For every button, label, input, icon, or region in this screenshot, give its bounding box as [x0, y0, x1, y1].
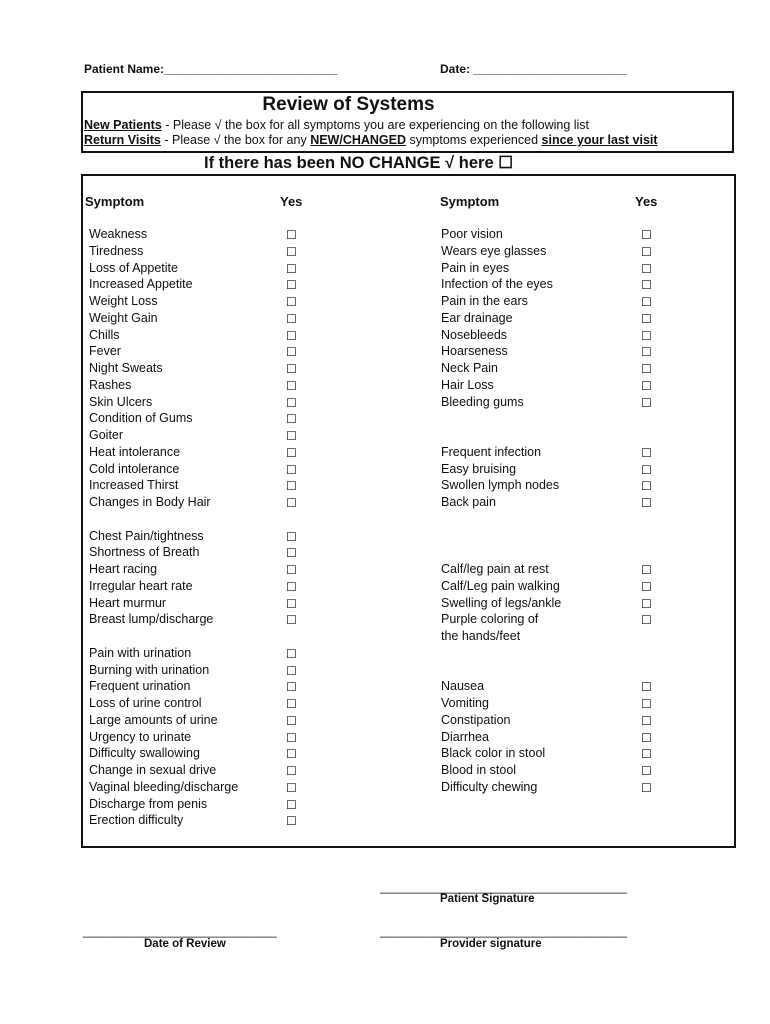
right-symptom-label: Frequent infection: [441, 444, 542, 459]
right-symptom-checkbox[interactable]: ☐: [641, 278, 652, 293]
right-symptom-label: Wears eye glasses: [441, 243, 547, 258]
left-symptom-checkbox[interactable]: ☐: [286, 546, 297, 561]
left-symptom-label: Weakness: [89, 227, 148, 241]
right-symptom-checkbox[interactable]: ☐: [641, 697, 652, 711]
date-of-review-line[interactable]: _____________________________: [83, 924, 277, 938]
left-symptom-checkbox[interactable]: ☐: [286, 814, 297, 829]
left-symptom-label: Condition of Gums: [89, 411, 193, 426]
date-of-review-label: Date of Review: [144, 938, 226, 950]
right-symptom-label: the hands/feet: [441, 629, 521, 643]
left-symptom-checkbox[interactable]: ☐: [286, 311, 297, 326]
left-symptom-checkbox[interactable]: ☐: [286, 479, 297, 494]
right-symptom-checkbox[interactable]: ☐: [641, 613, 652, 628]
left-symptom-checkbox[interactable]: ☐: [286, 244, 297, 259]
left-symptom-checkbox[interactable]: ☐: [286, 395, 297, 410]
left-symptom-label: Burning with urination: [89, 662, 210, 677]
right-symptom-label: Nosebleeds: [441, 327, 508, 342]
right-symptom-label: Calf/leg pain at rest: [441, 562, 549, 576]
right-symptom-checkbox[interactable]: ☐: [641, 747, 652, 762]
right-symptom-checkbox[interactable]: ☐: [641, 244, 652, 259]
right-symptom-checkbox[interactable]: ☐: [641, 295, 652, 309]
right-symptom-checkbox[interactable]: ☐: [641, 462, 652, 477]
left-symptom-checkbox[interactable]: ☐: [286, 697, 297, 711]
right-symptom-checkbox[interactable]: ☐: [641, 764, 652, 778]
right-symptom-checkbox[interactable]: ☐: [641, 680, 652, 695]
left-symptom-checkbox[interactable]: ☐: [286, 462, 297, 477]
right-symptom-checkbox[interactable]: ☐: [641, 730, 652, 745]
right-symptom-label: Difficulty chewing: [441, 779, 538, 794]
left-symptom-checkbox[interactable]: ☐: [286, 663, 297, 678]
right-symptom-label: Blood in stool: [441, 763, 517, 777]
right-symptom-label: Infection of the eyes: [441, 277, 553, 292]
left-symptom-label: Goiter: [89, 428, 124, 442]
left-symptom-label: Difficulty swallowing: [89, 746, 200, 761]
right-symptom-label: Hair Loss: [441, 377, 494, 392]
left-symptom-label: Heart murmur: [89, 595, 167, 610]
patient-signature-label: Patient Signature: [440, 893, 535, 905]
left-symptom-checkbox[interactable]: ☐: [286, 228, 297, 242]
left-symptom-checkbox[interactable]: ☐: [286, 378, 297, 393]
left-symptom-label: Erection difficulty: [89, 813, 184, 828]
left-symptom-checkbox[interactable]: ☐: [286, 613, 297, 628]
right-symptom-label: Vomiting: [441, 696, 489, 710]
left-symptom-label: Heat intolerance: [89, 444, 181, 459]
return-visits-text-a: - Please √ the box for any: [160, 133, 311, 147]
left-symptom-label: Weight Gain: [89, 310, 158, 325]
left-symptom-label: Heart racing: [89, 562, 158, 576]
left-symptom-label: Vaginal bleeding/discharge: [89, 779, 239, 794]
right-symptom-label: Swelling of legs/ankle: [441, 595, 562, 610]
right-symptom-label: Diarrhea: [441, 729, 489, 744]
left-symptom-label: Rashes: [89, 377, 132, 392]
patient-name-field[interactable]: Patient Name:__________________________: [84, 62, 338, 76]
return-visits-text-b: symptoms experienced: [406, 133, 542, 147]
left-symptom-label: Pain with urination: [89, 645, 192, 660]
left-symptom-checkbox[interactable]: ☐: [286, 362, 297, 376]
left-symptom-checkbox[interactable]: ☐: [286, 579, 297, 594]
left-symptom-checkbox[interactable]: ☐: [286, 680, 297, 695]
right-symptom-label: Pain in eyes: [441, 260, 510, 275]
left-symptom-checkbox[interactable]: ☐: [286, 529, 297, 544]
left-symptom-label: Change in sexual drive: [89, 763, 217, 777]
left-symptom-checkbox[interactable]: ☐: [286, 345, 297, 360]
patient-signature-line[interactable]: _____________________________________: [380, 880, 627, 894]
right-symptom-label: Constipation: [441, 712, 511, 727]
left-symptom-checkbox[interactable]: ☐: [286, 278, 297, 293]
left-symptom-label: Skin Ulcers: [89, 394, 153, 409]
left-symptom-label: Night Sweats: [89, 361, 163, 375]
right-symptom-label: Ear drainage: [441, 310, 513, 325]
new-patients-instruction: [84, 118, 589, 132]
right-symptom-label: Bleeding gums: [441, 394, 524, 409]
right-symptom-label: Back pain: [441, 495, 496, 509]
return-visits-instruction: [84, 133, 658, 147]
right-symptom-checkbox[interactable]: ☐: [641, 261, 652, 276]
right-symptom-label: Easy bruising: [441, 461, 517, 476]
right-symptom-checkbox[interactable]: ☐: [641, 780, 652, 795]
right-symptom-label: Hoarseness: [441, 344, 508, 359]
right-symptom-checkbox[interactable]: ☐: [641, 579, 652, 594]
left-symptom-checkbox[interactable]: ☐: [286, 328, 297, 343]
date-field[interactable]: Date: _______________________: [440, 62, 627, 76]
right-yes-header: Yes: [635, 194, 658, 209]
new-patients-label: New Patients: [84, 118, 162, 132]
left-symptom-checkbox[interactable]: ☐: [286, 412, 297, 427]
left-symptom-checkbox[interactable]: ☐: [286, 496, 297, 510]
new-patients-text: - Please √ the box for all symptoms you are experiencing on the following list: [161, 118, 590, 132]
left-symptom-checkbox[interactable]: ☐: [286, 780, 297, 795]
left-symptom-label: Changes in Body Hair: [89, 495, 211, 509]
right-symptom-checkbox[interactable]: ☐: [641, 378, 652, 393]
left-symptom-checkbox[interactable]: ☐: [286, 730, 297, 745]
left-symptom-checkbox[interactable]: ☐: [286, 261, 297, 276]
left-symptom-label: Large amounts of urine: [89, 712, 218, 727]
left-symptom-label: Breast lump/discharge: [89, 612, 214, 627]
right-symptom-checkbox[interactable]: ☐: [641, 596, 652, 611]
left-symptom-label: Chills: [89, 327, 120, 342]
right-symptom-checkbox[interactable]: ☐: [641, 362, 652, 376]
right-symptom-header: Symptom: [440, 194, 500, 209]
right-symptom-checkbox[interactable]: ☐: [641, 713, 652, 728]
left-symptom-checkbox[interactable]: ☐: [286, 295, 297, 309]
right-symptom-checkbox[interactable]: ☐: [641, 328, 652, 343]
left-symptom-label: Increased Thirst: [89, 478, 179, 493]
right-symptom-checkbox[interactable]: ☐: [641, 311, 652, 326]
left-symptom-checkbox[interactable]: ☐: [286, 445, 297, 460]
form-title: Review of Systems: [262, 94, 435, 115]
left-symptom-label: Chest Pain/tightness: [89, 528, 204, 543]
right-symptom-checkbox[interactable]: ☐: [641, 563, 652, 577]
right-symptom-label: Swollen lymph nodes: [441, 478, 560, 493]
return-visits-emph2: since your last visit: [541, 133, 658, 147]
provider-signature-label: Provider signature: [440, 938, 542, 950]
left-symptom-checkbox[interactable]: ☐: [286, 596, 297, 611]
left-symptom-label: Fever: [89, 344, 121, 359]
return-visits-emph: NEW/CHANGED: [310, 133, 407, 147]
return-visits-label: Return Visits: [84, 133, 161, 147]
left-symptom-checkbox[interactable]: ☐: [286, 747, 297, 762]
left-symptom-checkbox[interactable]: ☐: [286, 646, 297, 661]
left-symptom-checkbox[interactable]: ☐: [286, 713, 297, 728]
right-symptom-label: Calf/Leg pain walking: [441, 578, 560, 593]
left-symptom-label: Urgency to urinate: [89, 729, 192, 744]
left-symptom-checkbox[interactable]: ☐: [286, 429, 297, 443]
left-symptom-header: Symptom: [85, 194, 145, 209]
right-symptom-checkbox[interactable]: ☐: [641, 345, 652, 360]
no-change-checkbox[interactable]: If there has been NO CHANGE √ here ☐: [204, 154, 513, 172]
left-symptom-label: Cold intolerance: [89, 461, 180, 476]
left-symptom-label: Increased Appetite: [89, 277, 193, 292]
right-symptom-checkbox[interactable]: ☐: [641, 496, 652, 510]
left-symptom-label: Frequent urination: [89, 679, 191, 694]
left-symptom-label: Tiredness: [89, 243, 144, 258]
left-symptom-checkbox[interactable]: ☐: [286, 563, 297, 577]
right-symptom-label: Neck Pain: [441, 361, 498, 375]
left-symptom-checkbox[interactable]: ☐: [286, 764, 297, 778]
right-symptom-checkbox[interactable]: ☐: [641, 479, 652, 494]
right-symptom-label: Purple coloring of: [441, 612, 539, 627]
right-symptom-label: Poor vision: [441, 227, 503, 241]
left-symptom-label: Irregular heart rate: [89, 578, 193, 593]
right-symptom-checkbox[interactable]: ☐: [641, 445, 652, 460]
right-symptom-label: Black color in stool: [441, 746, 546, 761]
left-symptom-label: Discharge from penis: [89, 796, 208, 811]
right-symptom-checkbox[interactable]: ☐: [641, 395, 652, 410]
left-symptom-label: Loss of Appetite: [89, 260, 178, 275]
left-symptom-checkbox[interactable]: ☐: [286, 797, 297, 812]
provider-signature-line[interactable]: _____________________________________: [380, 924, 627, 938]
right-symptom-label: Pain in the ears: [441, 294, 528, 308]
right-symptom-checkbox[interactable]: ☐: [641, 228, 652, 242]
left-symptom-label: Loss of urine control: [89, 696, 202, 710]
right-symptom-label: Nausea: [441, 679, 485, 694]
left-yes-header: Yes: [280, 194, 303, 209]
left-symptom-label: Shortness of Breath: [89, 545, 200, 560]
left-symptom-label: Weight Loss: [89, 294, 158, 308]
